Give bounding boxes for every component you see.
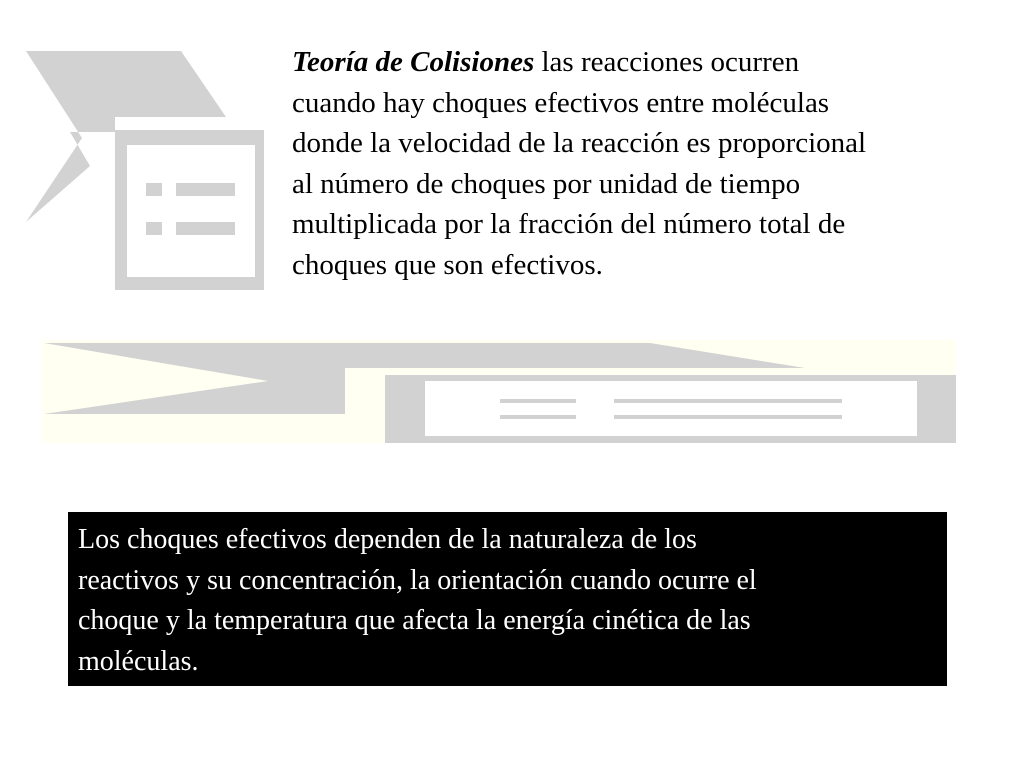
paragraph-line: multiplicada por la fracción del número total de <box>292 208 846 240</box>
note-line: Los choques efectivos dependen de la naturaleza de los <box>78 524 697 555</box>
effective-collisions-note <box>78 520 928 682</box>
banner-line-3 <box>614 399 842 403</box>
note-line: reactivos y su concentración, la orientación cuando ocurre el <box>78 564 757 596</box>
effective-collisions-note-box <box>68 512 947 686</box>
paragraph-line: cuando hay choques efectivos entre moléculas <box>292 86 830 119</box>
banner-line-1 <box>500 399 576 403</box>
banner-line-2 <box>500 415 576 419</box>
paragraph-line: las reacciones ocurren <box>534 46 800 78</box>
collision-theory-term: Teoría de Colisiones <box>292 46 535 78</box>
paragraph-line: donde la velocidad de la reacción es proporcional <box>292 127 867 159</box>
paragraph-line: choques que son efectivos. <box>292 248 603 281</box>
banner-panel <box>425 381 917 436</box>
collision-theory-paragraph <box>292 42 992 285</box>
paragraph-line: al número de choques por unidad de tiempo <box>292 167 801 200</box>
banner-line-4 <box>614 415 842 419</box>
note-line: moléculas. <box>78 645 199 677</box>
note-line: choque y la temperatura que afecta la energía cinética de las <box>78 605 751 636</box>
